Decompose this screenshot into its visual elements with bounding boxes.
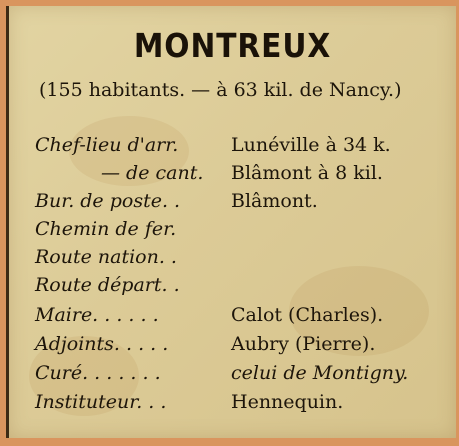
entry-row [35,218,455,246]
entry-value: Blâmont. [231,190,318,212]
entry-label: Route départ. . [35,274,180,296]
entry-row [35,391,455,419]
entry-row [35,246,455,274]
entry-label: Adjoints. . . . . [35,333,169,355]
entry-row [35,162,455,190]
newspaper-clipping [6,6,456,438]
entry-label: — de cant. [101,162,204,184]
entry-label: Instituteur. . . [35,391,167,413]
entry-value: Blâmont à 8 kil. [231,162,383,184]
entry-label: Route nation. . [35,246,177,268]
entry-row [35,134,455,162]
entry-label: Curé. . . . . . . [35,362,161,384]
entry-label: Chef-lieu d'arr. [35,134,179,156]
entry-value: Lunéville à 34 k. [231,134,391,156]
entry-row [35,362,455,390]
page-title: MONTREUX [133,26,332,65]
entry-value: Hennequin. [231,391,344,413]
entry-value: Aubry (Pierre). [231,333,376,355]
entry-value: celui de Montigny. [231,362,409,384]
entry-label: Bur. de poste. . [35,190,181,212]
subtitle: (155 habitants. — à 63 kil. de Nancy.) [39,79,402,101]
entry-row [35,274,455,302]
entry-label: Maire. . . . . . [35,304,159,326]
entry-label: Chemin de fer. [35,218,177,240]
entry-row [35,190,455,218]
entry-row [35,333,455,361]
entry-row [35,304,455,332]
entry-value: Calot (Charles). [231,304,384,326]
